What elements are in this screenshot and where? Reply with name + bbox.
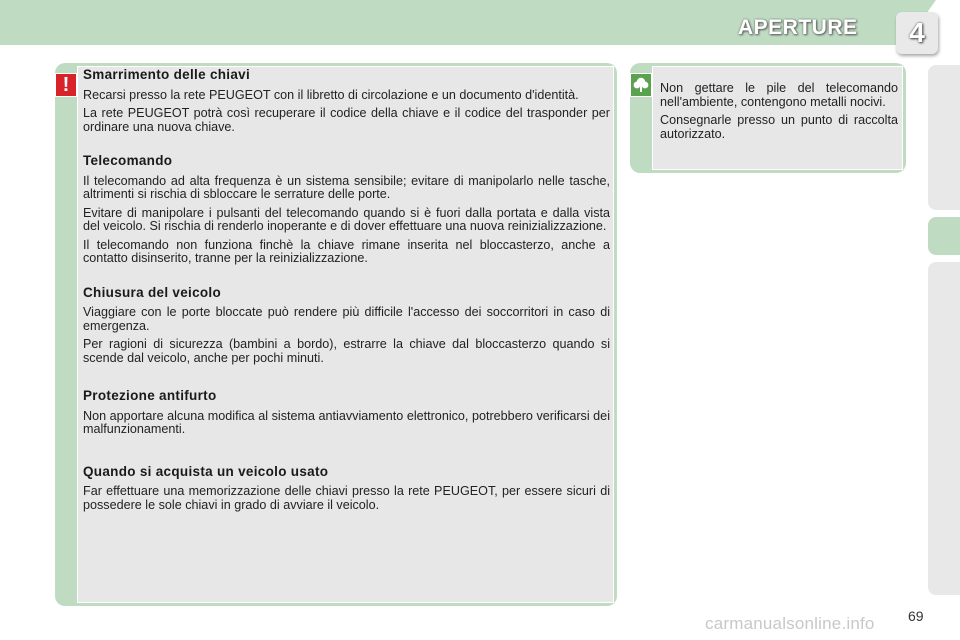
paragraph: Per ragioni di sicurezza (bambini a bordo), estrarre la chiave dal bloccasterzo quando si scende dal veicolo, anche per pochi minuti. — [83, 337, 610, 365]
paragraph: Far effettuare una memorizzazione delle chiavi presso la rete PEUGEOT, per essere sicuri di possedere le sole chiavi in grado di avviare il veicolo. — [83, 484, 610, 512]
section-vehicle-locking — [83, 286, 610, 366]
chapter-title: APERTURE — [738, 16, 858, 39]
warning-icon: ! — [55, 73, 77, 97]
section-lost-keys — [83, 68, 610, 134]
paragraph: Evitare di manipolare i pulsanti del telecomando quando si è fuori dalla portata e dalla vista del veicolo. Si rischia di renderlo inoperante e di dover effettuare una nuova reinizializzazione. — [83, 205, 610, 233]
section-anti-theft — [83, 389, 610, 437]
side-tabs — [928, 65, 960, 595]
tree-icon-graphic — [632, 76, 650, 94]
section-remote-control — [83, 154, 610, 266]
paragraph: Non gettare le pile del telecomando nell'ambiente, contengono metalli nocivi. — [660, 81, 898, 109]
section-title: Protezione antifurto — [83, 388, 217, 403]
section-title: Quando si acquista un veicolo usato — [83, 463, 329, 479]
chapter-number-tab[interactable]: 4 — [896, 12, 938, 54]
paragraph: Non apportare alcuna modifica al sistema antiavviamento elettronico, potrebbero verificarsi dei malfunzionamenti. — [83, 408, 610, 436]
side-tab[interactable] — [928, 65, 960, 210]
section-title: Chiusura del veicolo — [83, 284, 222, 300]
paragraph: Il telecomando ad alta frequenza è un sistema sensibile; evitare di manipolarlo nelle tasche, altrimenti si rischia di sbloccare le serrature delle porte. — [83, 173, 610, 201]
paragraph: Recarsi presso la rete PEUGEOT con il libretto di circolazione e un documento d'identità. — [83, 87, 579, 102]
watermark: carmanualsonline.info — [705, 614, 875, 633]
tree-icon — [630, 73, 652, 97]
side-tab[interactable] — [928, 262, 960, 595]
paragraph: Consegnarle presso un punto di raccolta autorizzato. — [660, 113, 898, 141]
environment-content — [660, 82, 898, 146]
paragraph: Viaggiare con le porte bloccate può rendere più difficile l'accesso dei soccorritori in caso di emergenza. — [83, 305, 610, 333]
section-used-vehicle — [83, 465, 610, 513]
section-title: Telecomando — [83, 153, 173, 168]
paragraph: Il telecomando non funziona finchè la chiave rimane inserita nel bloccasterzo, anche a contatto disinserito, tranne per la reinizializzazione. — [83, 237, 610, 265]
side-tab-active[interactable] — [928, 217, 960, 255]
section-title: Smarrimento delle chiavi — [83, 67, 251, 82]
main-content — [83, 68, 610, 532]
paragraph: La rete PEUGEOT potrà così recuperare il codice della chiave e il codice del trasponder per ordinare una nuova chiave. — [83, 106, 610, 134]
page-number: 69 — [908, 608, 924, 624]
